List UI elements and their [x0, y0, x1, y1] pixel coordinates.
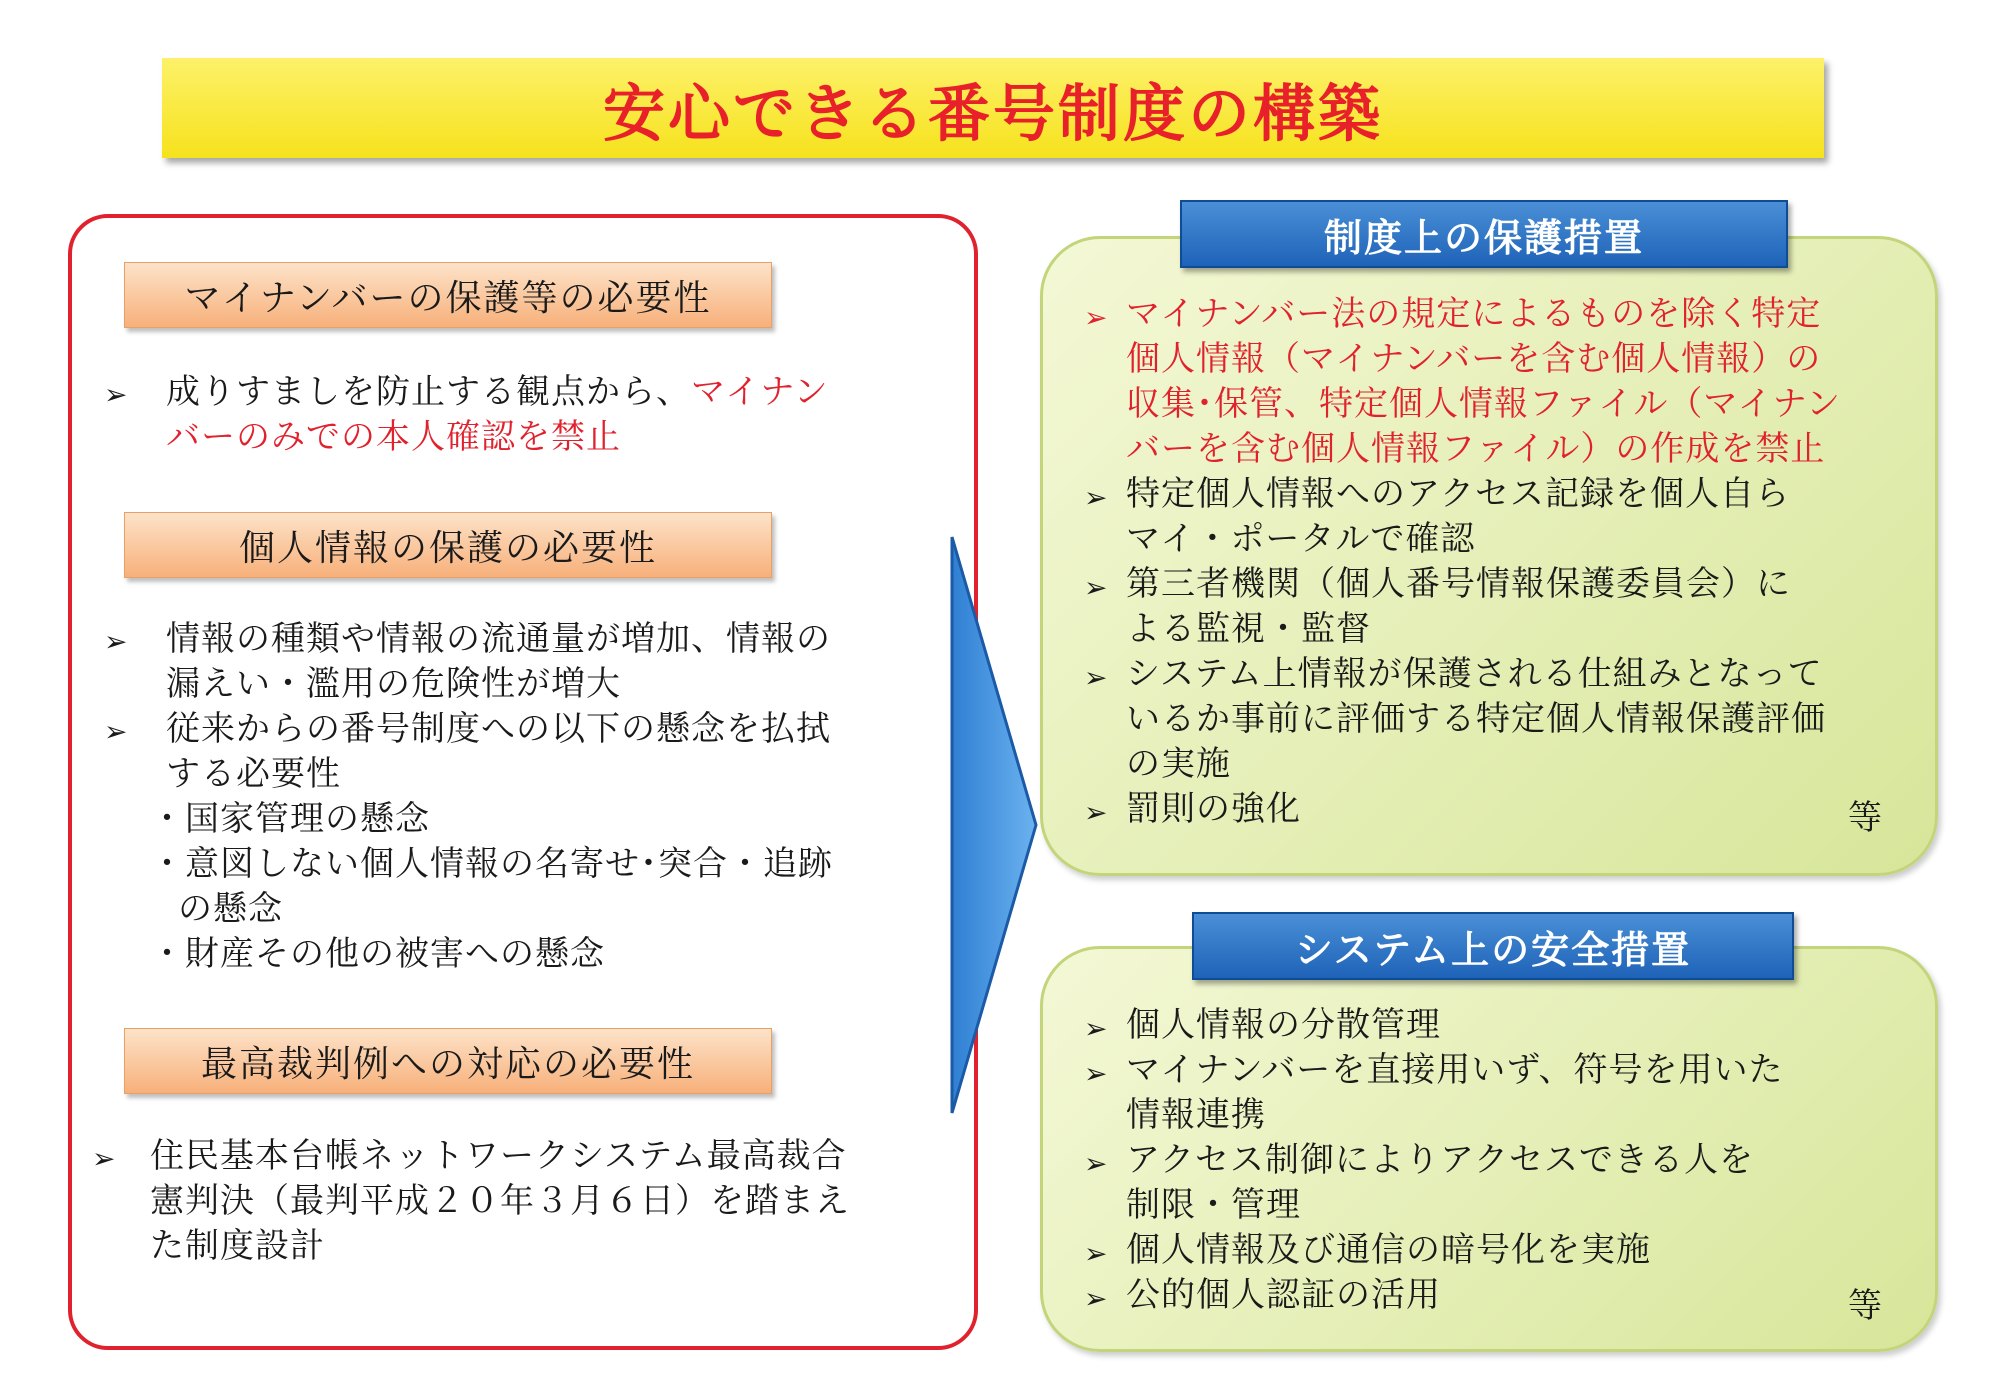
section1-item1-line2: バーのみでの本人確認を禁止	[166, 417, 621, 457]
title-banner	[162, 58, 1824, 158]
section2-item1-line1: 情報の種類や情報の流通量が増加、情報の	[166, 619, 831, 659]
section1-item1-line1: 成りすましを防止する観点から、マイナン	[166, 372, 829, 412]
system-item1: 個人情報の分散管理	[1126, 1005, 1441, 1045]
measure2-line2: マイ・ポータルで確認	[1126, 519, 1476, 559]
section2-item2-line1: 従来からの番号制度への以下の懸念を払拭	[166, 709, 831, 749]
arrowhead-bullet-icon: ➢	[1084, 1237, 1108, 1270]
measure5: 罰則の強化	[1126, 789, 1301, 829]
section2-sub2-line2: の懸念	[178, 889, 283, 929]
system-measures-heading: システム上の安全措置	[1192, 912, 1794, 980]
measure1-line2: 個人情報（マイナンバーを含む個人情報）の	[1126, 339, 1822, 379]
etc-label: 等	[1848, 798, 1882, 838]
etc-label: 等	[1848, 1286, 1882, 1326]
measure4-line1: システム上情報が保護される仕組みとなって	[1126, 654, 1823, 694]
section-heading-supreme-court: 最高裁判例への対応の必要性	[124, 1028, 772, 1094]
arrowhead-bullet-icon: ➢	[1084, 1147, 1108, 1180]
arrowhead-bullet-icon: ➢	[1084, 481, 1108, 514]
measure1-line3: 収集･保管、特定個人情報ファイル（マイナン	[1126, 384, 1841, 424]
arrowhead-bullet-icon: ➢	[1084, 1012, 1108, 1045]
section3-item1-line3: た制度設計	[150, 1226, 325, 1266]
arrowhead-bullet-icon: ➢	[104, 378, 128, 411]
arrowhead-bullet-icon: ➢	[104, 625, 128, 658]
section2-item2-line2: する必要性	[166, 754, 341, 794]
measure1-line4: バーを含む個人情報ファイル）の作成を禁止	[1126, 429, 1826, 469]
section-heading-privacy-protection: 個人情報の保護の必要性	[124, 512, 772, 578]
arrowhead-bullet-icon: ➢	[1084, 796, 1108, 829]
right-arrow-icon	[950, 535, 1040, 1115]
system-item4: 個人情報及び通信の暗号化を実施	[1126, 1230, 1651, 1270]
section3-item1-line1: 住民基本台帳ネットワークシステム最高裁合	[150, 1136, 847, 1176]
section2-sub2-line1: ・意図しない個人情報の名寄せ･突合・追跡	[150, 844, 833, 884]
system-item5: 公的個人認証の活用	[1126, 1275, 1441, 1315]
measure2-line1: 特定個人情報へのアクセス記録を個人自ら	[1126, 474, 1790, 514]
measure4-line3: の実施	[1126, 744, 1231, 784]
system-item2-line1: マイナンバーを直接用いず、符号を用いた	[1126, 1050, 1784, 1090]
section2-sub1: ・国家管理の懸念	[150, 799, 430, 839]
section2-item1-line2: 漏えい・濫用の危険性が増大	[166, 664, 621, 704]
arrowhead-bullet-icon: ➢	[1084, 571, 1108, 604]
institutional-measures-heading: 制度上の保護措置	[1180, 200, 1788, 268]
arrowhead-bullet-icon: ➢	[104, 715, 128, 748]
arrowhead-bullet-icon: ➢	[92, 1142, 116, 1175]
section-heading-mynumber-protection: マイナンバーの保護等の必要性	[124, 262, 772, 328]
measure3-line1: 第三者機関（個人番号情報保護委員会）に	[1126, 564, 1791, 604]
measure1-line1: マイナンバー法の規定によるものを除く特定	[1126, 294, 1822, 334]
page-title: 安心できる番号制度の構築	[602, 76, 1383, 150]
arrowhead-bullet-icon: ➢	[1084, 301, 1108, 334]
measure4-line2: いるか事前に評価する特定個人情報保護評価	[1126, 699, 1826, 739]
arrowhead-bullet-icon: ➢	[1084, 661, 1108, 694]
system-item2-line2: 情報連携	[1126, 1095, 1266, 1135]
measure3-line2: よる監視・監督	[1126, 609, 1371, 649]
section2-sub3: ・財産その他の被害への懸念	[150, 934, 605, 974]
system-item3-line2: 制限・管理	[1126, 1185, 1301, 1225]
arrowhead-bullet-icon: ➢	[1084, 1282, 1108, 1315]
system-item3-line1: アクセス制御によりアクセスできる人を	[1126, 1140, 1754, 1180]
section3-item1-line2: 憲判決（最判平成２０年３月６日）を踏まえ	[150, 1181, 850, 1221]
arrowhead-bullet-icon: ➢	[1084, 1057, 1108, 1090]
